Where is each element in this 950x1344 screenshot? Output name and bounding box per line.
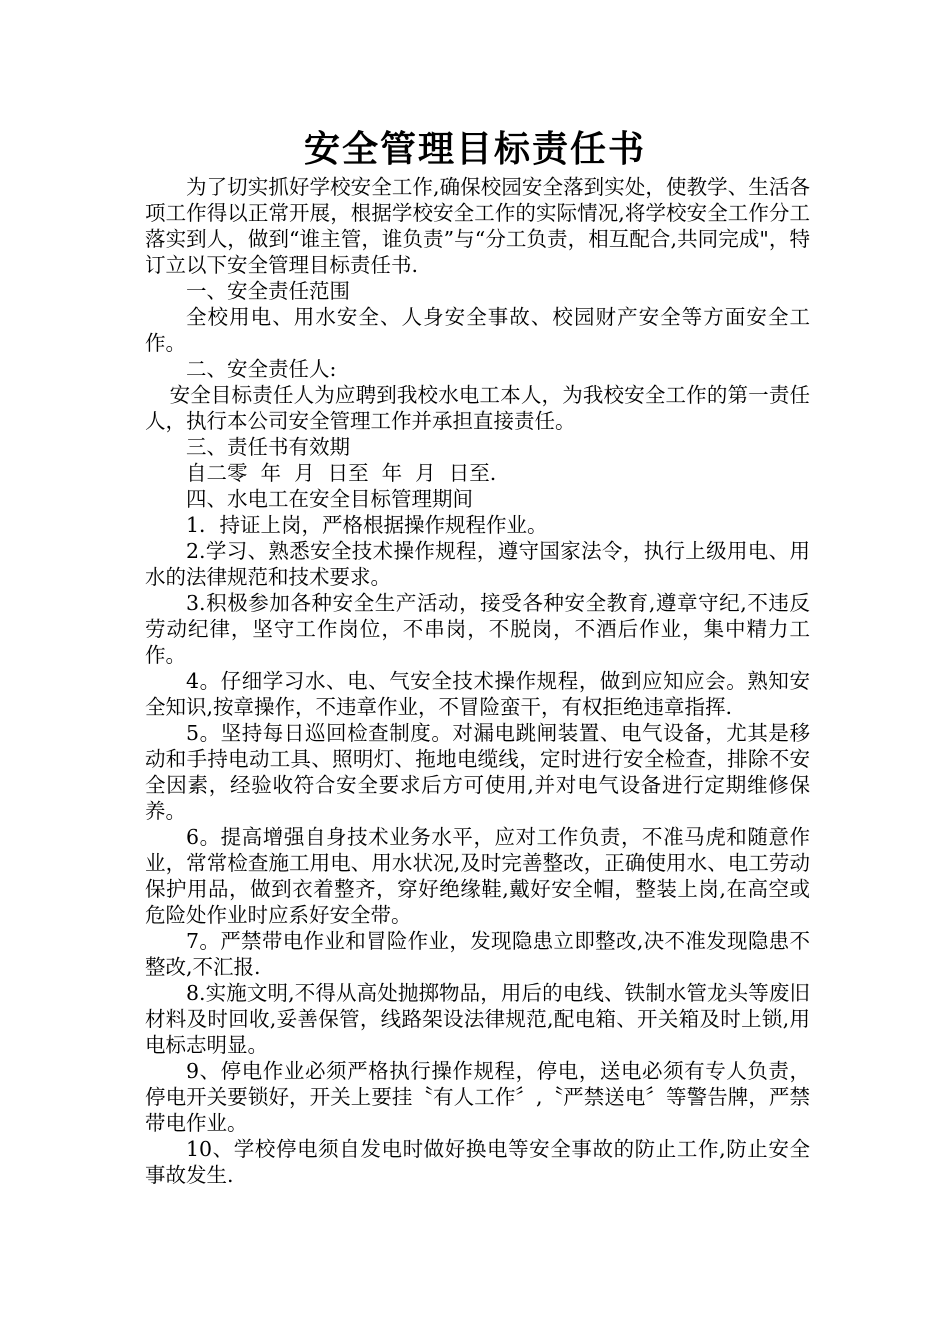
document-body	[145, 174, 810, 1188]
duty-item: 3.积极参加各种安全生产活动，接受各种安全教育,遵章守纪,不违反劳动纪律，坚守工作岗位，不串岗，不脱岗，不酒后作业，集中精力工作。	[145, 591, 810, 667]
paragraph-validity: 自二零 年 月 日至 年 月 日至.	[186, 461, 497, 485]
section-heading-scope: 一、安全责任范围	[186, 279, 350, 303]
duty-item: 2.学习、熟悉安全技术操作规程，遵守国家法令，执行上级用电、用水的法律规范和技术要求。	[145, 539, 810, 589]
section-heading-validity: 三、责任书有效期	[186, 435, 350, 459]
section-heading-responsible-person: 二、安全责任人:	[186, 357, 337, 381]
paragraph-responsible-person: 安全目标责任人为应聘到我校水电工本人，为我校安全工作的第一责任人，执行本公司安全管理工作并承担直接责任。	[145, 383, 810, 433]
duty-item: 4。仔细学习水、电、气安全技术操作规程，做到应知应会。熟知安全知识,按章操作，不违章作业，不冒险蛮干，有权拒绝违章指挥.	[145, 669, 810, 719]
duty-item: 9、停电作业必须严格执行操作规程，停电，送电必须有专人负责，停电开关要锁好，开关上要挂〝有人工作〞,〝严禁送电〞等警告牌，严禁带电作业。	[145, 1059, 810, 1135]
document-title: 安全管理目标责任书	[303, 129, 646, 170]
duty-item: 1．持证上岗，严格根据操作规程作业。	[186, 513, 548, 537]
section-heading-duties: 四、水电工在安全目标管理期间	[186, 487, 473, 511]
duty-item: 6。提高增强自身技术业务水平，应对工作负责，不准马虎和随意作业，常常检查施工用电、用水状况,及时完善整改，正确使用水、电工劳动保护用品，做到衣着整齐，穿好绝缘鞋,戴好安全帽，整装上岗,在高空或危险处作业时应系好安全带。	[145, 825, 810, 927]
duty-item: 10、学校停电须自发电时做好换电等安全事故的防止工作,防止安全事故发生.	[145, 1137, 810, 1187]
duty-item: 7。严禁带电作业和冒险作业，发现隐患立即整改,决不准发现隐患不整改,不汇报.	[145, 929, 810, 979]
duty-item: 8.实施文明,不得从高处抛掷物品，用后的电线、铁制水管龙头等废旧材料及时回收,妥善保管，线路架设法律规范,配电箱、开关箱及时上锁,用电标志明显。	[145, 981, 810, 1057]
paragraph-intro: 为了切实抓好学校安全工作,确保校园安全落到实处，使教学、生活各项工作得以正常开展，根据学校安全工作的实际情况,将学校安全工作分工落实到人，做到“谁主管，谁负责”与“分工负责，相互配合,共同完成"，特订立以下安全管理目标责任书.	[145, 175, 810, 277]
duty-item: 5。坚持每日巡回检查制度。对漏电跳闸装置、电气设备，尤其是移动和手持电动工具、照明灯、拖地电缆线，定时进行安全检查，排除不安全因素，经验收符合安全要求后方可使用,并对电气设备进行定期维修保养。	[145, 721, 810, 823]
paragraph-scope: 全校用电、用水安全、人身安全事故、校园财产安全等方面安全工作。	[145, 305, 810, 355]
